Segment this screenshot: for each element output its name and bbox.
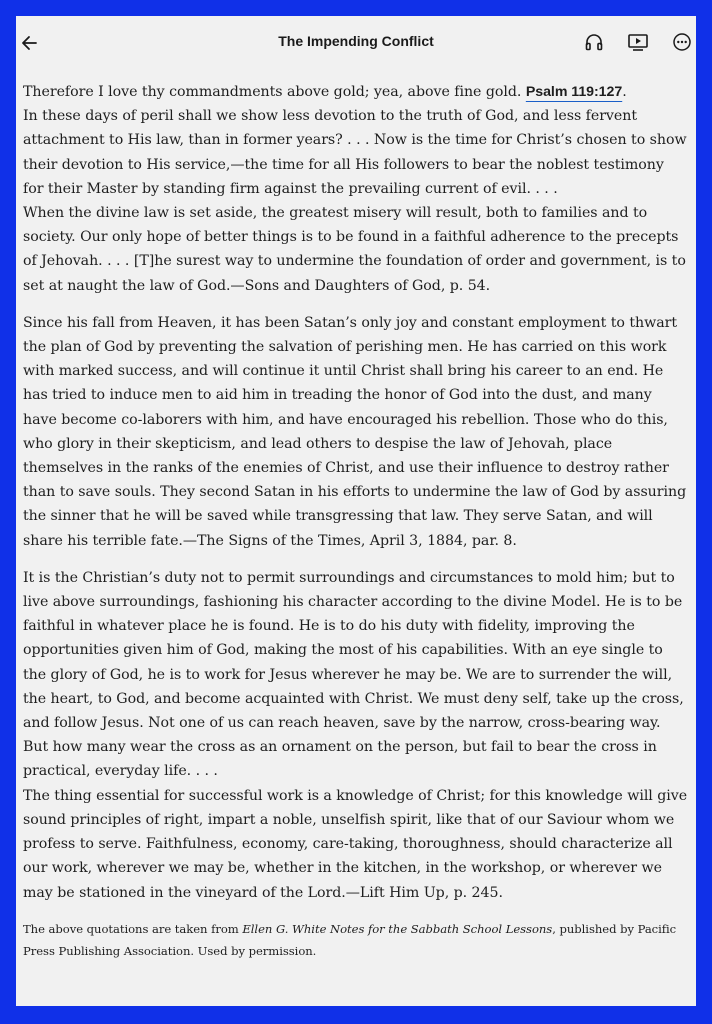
- audio-button[interactable]: [582, 30, 606, 54]
- headphones-icon: [584, 32, 604, 52]
- lesson-content: [16, 70, 696, 962]
- scripture-text: Therefore I love thy commandments above gold; yea, above fine gold.: [23, 84, 522, 100]
- page-title: The Impending Conflict: [278, 33, 434, 49]
- attribution-footer: [23, 918, 688, 962]
- reader-window: [16, 16, 696, 1006]
- quotation-text: It is the Christian’s duty not to permit surroundings and circumstances to mold him; but to live above surroundings, fashioning his character according to the divine Model. He is to be faithful in whatever place he is found. He is to do his duty with fidelity, improving the opportunities given him of God, making the most of his capabilities. With an eye single to the glory of God, he is to work for Jesus wherever he may be. We are to surrender the will, the heart, to God, and become acquainted with Christ. We must deny self, take up the cross, and follow Jesus. Not one of us can reach heaven, save by the narrow, cross-bearing way. But how many wear the cross as an ornament on the person, but fail to bear the cross in practical, everyday life. . . .: [23, 569, 684, 780]
- footer-book-title: Ellen G. White Notes for the Sabbath School Lessons: [242, 921, 553, 936]
- video-icon: [627, 32, 649, 52]
- footer-text: The above quotations are taken from: [23, 921, 243, 936]
- quotation-paragraph-3: [23, 566, 688, 905]
- quotation-paragraph-1: [23, 80, 688, 298]
- scripture-ref-punct: .: [622, 84, 627, 100]
- more-icon: [672, 32, 692, 52]
- quotation-text: The thing essential for successful work is a knowledge of Christ; for this knowledge will give sound principles of right, impart a noble, unselfish spirit, like that of our Saviour whom we profess to serve. Faithfulness, economy, care-taking, thoroughness, should characterize all our work, wherever we may be, whether in the kitchen, in the workshop, or wherever we may be stationed in the vineyard of the Lord.—Lift Him Up, p. 245.: [23, 787, 688, 901]
- scripture-reference-link[interactable]: Psalm 119:127: [525, 84, 623, 100]
- top-bar: [16, 16, 696, 70]
- header-actions: [582, 30, 694, 54]
- quotation-text: In these days of peril shall we show less devotion to the truth of God, and less fervent attachment to His law, than in former years? . . . Now is the time for Christ’s chosen to show their devotion to His service,—the time for all His followers to bear the noblest testimony for their Master by standing firm against the prevailing current of evil. . . .: [23, 108, 687, 197]
- footer-text: , published by Pacific Press Publishing Association. Used by permission.: [23, 921, 677, 958]
- back-arrow-icon: [21, 35, 37, 51]
- back-button[interactable]: [16, 30, 42, 56]
- quotation-paragraph-2: Since his fall from Heaven, it has been Satan’s only joy and constant employment to thwart the plan of God by preventing the salvation of perishing men. He has carried on this work with marked success, and will continue it until Christ shall bring his career to an end. He has tried to induce men to aid him in treading the honor of God into the dust, and many have become co-laborers with him, and have encouraged his rebellion. Those who do this, who glory in their skepticism, and lead others to despise the law of Jehovah, place themselves in the ranks of the enemies of Christ, and use their influence to destroy rather than to save souls. They second Satan in his efforts to undermine the law of God by assuring the sinner that he will be saved while transgressing that law. They serve Satan, and will share his terrible fate.—The Signs of the Times, April 3, 1884, par. 8.: [23, 314, 687, 549]
- more-button[interactable]: [670, 30, 694, 54]
- quotation-text: When the divine law is set aside, the greatest misery will result, both to families and to society. Our only hope of better things is to be found in a faithful adherence to the precepts of Jehovah. . . . [T]he surest way to undermine the foundation of order and government, is to set at naught the law of God.—Sons and Daughters of God, p. 54.: [23, 205, 686, 294]
- video-button[interactable]: [626, 30, 650, 54]
